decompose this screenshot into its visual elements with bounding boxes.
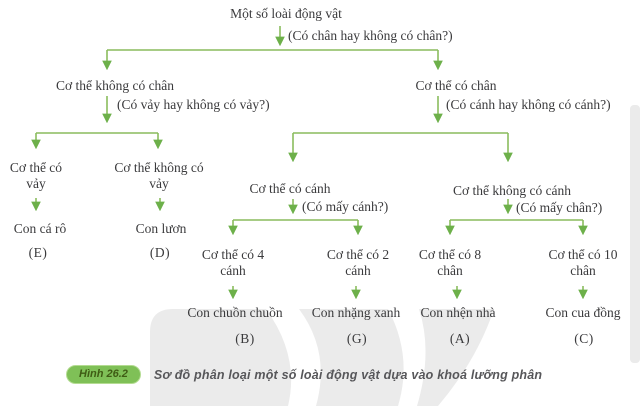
- animal-cua-dong: Con cua đồng: [545, 305, 621, 320]
- letter-B: (B): [235, 331, 255, 346]
- letter-A: (A): [449, 331, 471, 346]
- letter-D: (D): [149, 245, 171, 260]
- root-node-label: Một số loài động vật: [230, 6, 342, 21]
- letter-E: (E): [28, 245, 48, 260]
- letter-G: (G): [346, 331, 368, 346]
- node-has-scales-label: Cơ thể có vảy: [9, 160, 63, 192]
- node-has-wings-label: Cơ thể có cánh: [249, 181, 331, 196]
- result-arrows: [233, 286, 583, 297]
- node-10-legs-label: Cơ thể có 10 chân: [548, 247, 618, 279]
- root-question: (Có chân hay không có chân?): [288, 28, 453, 43]
- level2-split: [36, 96, 508, 160]
- figure-caption-text: Sơ đồ phân loại một số loài động vật dựa vào khoá lưỡng phân: [153, 367, 543, 382]
- animal-ca-ro: Con cá rô: [13, 221, 67, 236]
- animal-nhen-nha: Con nhện nhà: [420, 305, 496, 320]
- node-no-wings-label: Cơ thể không có cánh: [452, 183, 572, 198]
- how-many-wings-question: (Có mấy cánh?): [302, 199, 389, 214]
- animal-chuon-chuon: Con chuồn chuồn: [187, 305, 283, 320]
- figure-number-badge: Hình 26.2: [66, 365, 141, 384]
- has-legs-question: (Có cánh hay không có cánh?): [446, 97, 611, 112]
- node-8-legs-label: Cơ thể có 8 chân: [418, 247, 482, 279]
- animal-nhang-xanh: Con nhặng xanh: [311, 305, 401, 320]
- how-many-legs-question: (Có mấy chân?): [516, 200, 603, 215]
- node-has-legs-label: Cơ thể có chân: [415, 78, 497, 93]
- animal-luon: Con lươn: [135, 221, 187, 236]
- node-4-wings-label: Cơ thể có 4 cánh: [201, 247, 265, 279]
- no-legs-question: (Có vảy hay không có vảy?): [117, 97, 270, 112]
- figure-caption: [66, 365, 542, 384]
- node-no-scales-label: Cơ thể không có vảy: [114, 160, 204, 192]
- node-no-legs-label: Cơ thể không có chân: [55, 78, 175, 93]
- letter-C: (C): [574, 331, 594, 346]
- node-2-wings-label: Cơ thể có 2 cánh: [326, 247, 390, 279]
